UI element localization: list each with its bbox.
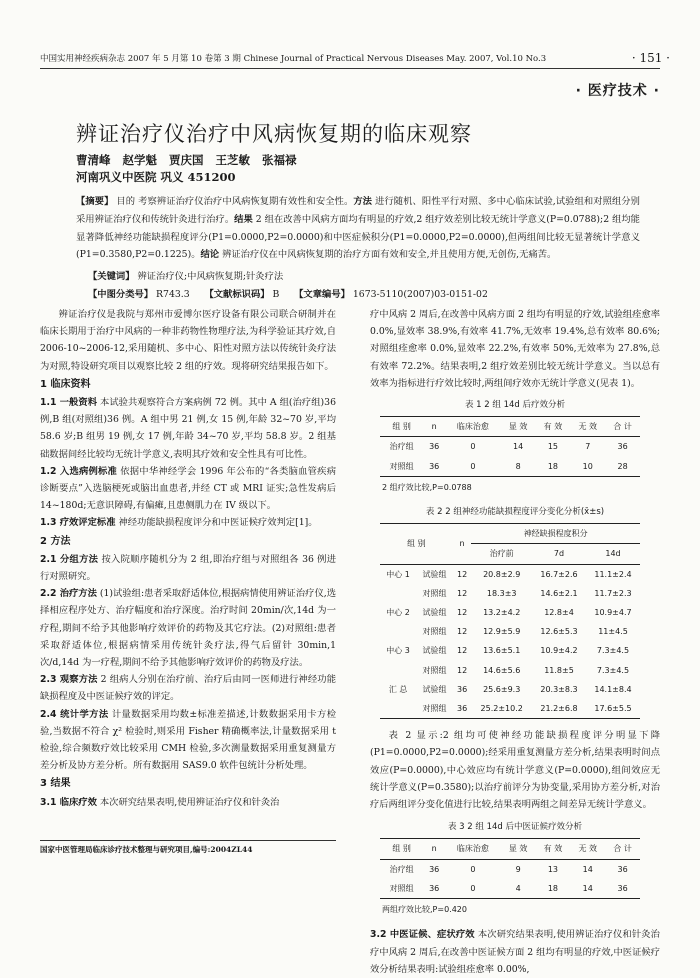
para-1-1-text: 本试验共观察符合方案病例 72 例。其中 A 组(治疗组)36 例,B 组(对照组)36 例。A 组中男 21 例,女 15 例,年龄 32~70 岁,平均 58.6 岁;B 组男 19 例,女 17 例,年龄 34~70 岁,平均 58.8 岁。2 组基础数据间经比较均无统计学意义,表明其疗效和安全性具有可比性。 [40,397,336,460]
t2-cell: 试验组 [422,608,447,618]
t2-cell: 11.1±2.4 [594,569,632,579]
para-2-3-text: 2 组病人分别在治疗前、治疗后由同一医师进行神经功能缺损程度及中医证候疗效的评定。 [40,674,336,703]
para-3-2-label: 3.2 中医证候、症状疗效 [370,929,475,941]
article-no-label: 【文章编号】 [294,289,350,300]
t1-cell: 10 [582,461,593,471]
table-row [380,859,640,879]
para-2-4 [40,706,336,775]
t1-h-total: 合 计 [613,422,632,432]
t1-h-ineffective: 无 效 [578,422,598,432]
t3-cell: 13 [547,864,559,874]
t2-cell: 7.3±4.5 [596,646,630,656]
heading-methods: 2 方法 [40,535,71,547]
t2-cell: 对照组 [422,627,447,637]
t3-h-n: n [431,844,437,854]
t1-h-marked: 显 效 [508,422,528,432]
para-3-1-text: 本次研究结果表明,使用辨证治疗仪和针灸治 [96,796,280,808]
para-1-3-text: 神经功能缺损程度评分和中医证候疗效判定[1]。 [115,517,318,529]
t2-cell: 13.6±5.1 [483,646,521,656]
t2-cell: 11.8±5 [544,665,574,675]
t3-cell: 36 [429,864,440,874]
running-header [40,51,670,65]
t3-cell: 治疗组 [389,864,414,874]
t2-h-14d: 14d [605,549,621,559]
t2-cell: 中心 3 [386,646,410,656]
t2-cell: 12 [457,608,468,618]
t1-cell: 8 [515,461,521,471]
t2-cell: 20.8±2.9 [483,569,521,579]
t2-cell [380,661,416,680]
table-3-header-row [380,839,640,859]
para-2-3-label: 2.3 观察方法 [40,674,98,686]
article-title: 辨证治疗仪治疗中风病恢复期的临床观察 [76,122,472,146]
t2-cell: 12.6±5.3 [540,627,578,637]
t3-cell: 36 [617,864,628,874]
t3-cell: 14 [582,883,593,893]
t3-cell: 对照组 [389,883,414,893]
t3-cell: 36 [617,883,628,893]
table-row [380,603,640,622]
abstract-conclusion: 辨证治疗仪在中风病恢复期的治疗方面有效和安全,并且使用方便,无创伤,无痛苦。 [219,249,557,261]
t1-cell: 0 [470,442,476,452]
t2-cell: 试验组 [422,646,447,656]
t2-cell: 12.8±4 [544,608,574,618]
t3-cell: 4 [515,883,521,893]
header-rule [40,68,660,69]
t3-h-marked: 显 效 [508,844,528,854]
t2-cell: 12 [457,627,468,637]
abstract-label: 【摘要】 [76,196,114,207]
results-paragraph-1: 疗中风病 2 周后,在改善中风病方面 2 组均有明显的疗效,试验组痊愈率 0.0%,显效率 38.9%,有效率 41.7%,无效率 19.4%,总有效率 80.6%;对照组痊愈率 0.0%,显效率 22.2%,有效率 50%,无效率为 27.8%,总有效率 72.2%。结果表明,2 组疗效差别比较无统计学意义。当以总有效率为指标进行疗效比较时,两组间疗效亦无统计学意义(见表 1)。 [370,309,660,389]
t2-cell: 12 [457,665,468,675]
para-2-4-text: 计量数据采用均数±标准差描述,计数数据采用卡方检验,当数据不符合 χ² 检验时,则采用 Fisher 精确概率法,计量数据采用 t 检验,综合频数疗效比较采用 CMH 检验,多次测量数据采用重复测量方差分析及协方差分析。所有数据用 SAS9.0 软件包统计分析处理。 [40,708,336,772]
abstract-methods: 进行随机、阳性平行对照、多中心临床试验,试验组和对照组分别采用辨证治疗仪和传统针灸进行治疗。 [76,196,640,225]
t2-cell: 12 [457,646,468,656]
t2-cell: 18.3±3 [486,588,517,598]
t2-cell: 21.2±6.8 [540,704,578,714]
t3-cell: 14 [582,864,593,874]
para-3-2 [370,926,660,978]
para-1-3 [40,514,336,531]
t2-cell: 14.6±2.1 [540,588,578,598]
table-2-caption: 表 2 2 组神经功能缺损程度评分变化分析(x̄±s) [425,507,605,518]
t2-h-score: 神经缺损程度积分 [471,524,640,544]
article-no-value: 1673-5110(2007)03-0151-02 [349,289,488,300]
abstract-results: 2 组在改善中风病方面均有明显的疗效,2 组疗效差别比较无统计学意义(P=0.0788);2 组均能显著降低神经功能缺损程度评分(P1=0.0000,P2=0.0000)和中医症候积分(P1=0.0000,P2=0.0000),但两组间比较无显著统计学意义(P1=0.3580,P2=0.1225)。 [76,213,640,261]
t2-cell: 对照组 [422,704,447,714]
t2-cell [380,699,416,719]
t2-cell: 11±4.5 [598,627,628,637]
authors: 曹清峰 赵学魁 贾庆国 王芝敏 张福禄 [76,153,297,167]
t3-cell: 18 [547,883,559,893]
t2-cell: 12.9±5.9 [483,627,521,637]
intro-paragraph: 辨证治疗仪是我院与郑州市爱博尔医疗设备有限公司联合研制并在临床长期用于治疗中风病的一种非药物性物理疗法,为科学验证其疗效,自 2006-10~2006-12,采用随机、多中心、阳性对照方法以传统针灸疗法为对照,特设研究项目以观察比较 2 组的疗效。现将研究结果报告如下。 [40,309,336,372]
para-2-4-label: 2.4 统计学方法 [40,708,109,720]
para-2-2-label: 2.2 治疗方法 [40,588,97,600]
para-2-1 [40,551,336,585]
t2-cell: 7.3±4.5 [596,665,630,675]
t1-cell: 7 [585,442,591,452]
journal-header: 中国实用神经疾病杂志 2007 年 5 月第 10 卷第 3 期 Chinese Journal of Practical Nervous Diseases May. 2007, Vol.10 No.3 [40,54,547,64]
t2-cell: 36 [457,704,468,714]
t2-cell: 25.2±10.2 [480,704,523,714]
abstract [76,193,640,264]
para-1-3-label: 1.3 疗效评定标准 [40,517,116,529]
section-label: · 医疗技术 · [575,83,660,99]
page-number: · 151 · [631,51,670,65]
t2-cell: 16.7±2.6 [540,569,578,579]
t1-cell: 治疗组 [389,442,414,452]
para-3-1-label: 3.1 临床疗效 [40,796,97,808]
t2-h-before: 治疗前 [489,549,514,559]
heading-results: 3 结果 [40,778,71,790]
t2-cell: 36 [457,684,468,694]
t1-cell: 36 [429,442,440,452]
para-2-2-text: (1)试验组:患者采取舒适体位,根据病情使用辨证治疗仪,选择相应程序处方、治疗幅度和治疗深度。治疗时间 20min/次,14d 为一疗程,期间不给予其他影响疗效评价的药物及其它疗法。(2)对照组:患者采取舒适体位,根据病情采用传统针灸疗法,得气后留针 30min,1 次/d,14d 为一疗程,期间不给予其他影响疗效评价的药物及疗法。 [40,588,336,669]
t1-cell: 36 [429,461,440,471]
abstract-methods-label: 方法 [353,196,373,207]
clc-value: R743.3 [153,289,190,300]
table-3-note: 两组疗效比较,P=0.420 [382,905,467,915]
t2-h-group: 组 别 [380,524,453,564]
para-1-2-label: 1.2 入选病例标准 [40,465,118,477]
table-row [380,437,640,457]
t3-h-group: 组 别 [392,844,411,854]
t3-h-total: 合 计 [613,844,632,854]
t2-cell: 10.9±4.7 [594,608,632,618]
table-row [380,680,640,699]
table-row [380,564,640,584]
table-row [380,622,640,641]
t2-cell: 对照组 [422,588,447,598]
t1-cell: 18 [547,461,559,471]
t1-cell: 28 [617,461,628,471]
t3-cell: 9 [515,864,521,874]
t2-cell: 10.9±4.2 [540,646,578,656]
t2-cell: 20.3±8.3 [540,684,578,694]
t3-h-effective: 有 效 [543,844,563,854]
t2-cell: 对照组 [422,665,447,675]
left-column [40,306,336,811]
keywords-text: 辨证治疗仪;中风病恢复期;针灸疗法 [134,271,284,282]
abstract-conclusion-label: 结论 [200,249,220,261]
classification-line [88,286,488,300]
t2-h-n: n [453,524,472,564]
table-row [380,457,640,477]
table-1-header-row [380,417,640,437]
table-row [380,661,640,680]
doc-code-label: 【文献标识码】 [204,289,270,300]
table-1 [380,416,640,477]
t2-cell [380,584,416,603]
t2-cell: 13.2±4.2 [483,608,521,618]
t1-h-n: n [431,422,437,432]
t2-h-7d: 7d [553,549,565,559]
table-2 [380,523,640,719]
table-1-note: 2 组疗效比较,P=0.0788 [382,482,472,492]
t1-h-effective: 有 效 [543,422,563,432]
para-2-3 [40,671,336,705]
t2-cell: 试验组 [422,684,447,694]
para-1-2-text: 依据中华神经学会 1996 年公布的“各类脑血管疾病诊断要点”入选脑梗死或脑出血患者,并经 CT 或 MRI 证实;急性发病后 14~180d;无意识障碍,有偏瘫,且患侧肌力在 IV 级以下。 [40,465,336,512]
keywords-label: 【关键词】 [88,271,135,282]
t3-cell: 0 [470,864,476,874]
t1-h-group: 组 别 [392,422,411,432]
t2-cell: 12 [457,569,468,579]
t2-cell: 25.6±9.3 [483,684,521,694]
t2-cell: 17.6±5.5 [594,704,632,714]
table-row [380,879,640,899]
t3-cell: 36 [429,883,440,893]
t2-cell: 12 [457,588,468,598]
table-1-caption: 表 1 2 组 14d 后疗效分析 [464,400,566,411]
table-3 [380,838,640,899]
t2-cell: 汇 总 [388,684,408,694]
t1-cell: 对照组 [389,461,414,471]
para-2-1-label: 2.1 分组方法 [40,553,99,565]
affiliation: 河南巩义中医院 巩义 451200 [76,170,236,184]
para-1-2 [40,463,336,515]
table-row [380,699,640,719]
doc-code-value: B [269,289,280,300]
t2-cell: 14.1±8.4 [594,684,632,694]
clc-label: 【中图分类号】 [88,289,154,300]
para-1-1-label: 1.1 一般资料 [40,397,98,409]
funding-footnote: 国家中医管理局临床诊疗技术整理与研究项目,编号:2004ZL44 [40,840,336,855]
para-2-2 [40,585,336,671]
t2-cell: 11.7±2.3 [594,588,632,598]
para-3-1 [40,794,336,811]
table-row [380,584,640,603]
t2-cell: 试验组 [422,569,447,579]
t3-h-cure: 临床治愈 [456,844,489,854]
para-3-2-text: 本次研究结果表明,使用辨证治疗仪和针灸治疗中风病 2 周后,在改善中医证候方面 2 组均有明显的疗效,中医证候疗效分析结果表明:试验组痊愈率 0.00%, [370,929,660,975]
t2-cell: 中心 2 [386,608,410,618]
keywords [88,268,283,282]
t3-h-ineffective: 无 效 [578,844,598,854]
abstract-results-label: 结果 [234,213,253,225]
results-paragraph-2: 表 2 显示:2 组均可使神经功能缺损程度评分明显下降(P1=0.0000,P2=0.0000);经采用重复测量方差分析,结果表明时间点效应(P=0.0000),中心效应均有统计学意义(P=0.0000),组间效应无统计学意义(P=0.3580);以治疗前评分为协变量,采用协方差分析,对治疗后两组评分变化值进行比较,结果表明两组之间差异无统计学意义。 [370,730,660,811]
abstract-objective: 目的 考察辨证治疗仪治疗中风病恢复期有效性和安全性。 [113,196,354,207]
t1-cell: 14 [513,442,524,452]
t2-cell: 14.6±5.6 [483,665,521,675]
t1-cell: 36 [617,442,628,452]
t3-cell: 0 [470,883,476,893]
right-column [370,306,660,978]
t2-cell [380,622,416,641]
table-row [380,641,640,660]
t1-cell: 15 [547,442,559,452]
table-2-header-row [380,524,640,544]
para-2-1-text: 按入院顺序随机分为 2 组,即治疗组与对照组各 36 例进行对照研究。 [40,553,336,583]
t1-cell: 0 [470,461,476,471]
t2-cell: 中心 1 [386,569,410,579]
heading-clinical-data: 1 临床资料 [40,378,91,390]
t1-h-cure: 临床治愈 [456,422,489,432]
table-3-caption: 表 3 2 组 14d 后中医证候疗效分析 [447,822,583,833]
para-1-1 [40,394,336,463]
